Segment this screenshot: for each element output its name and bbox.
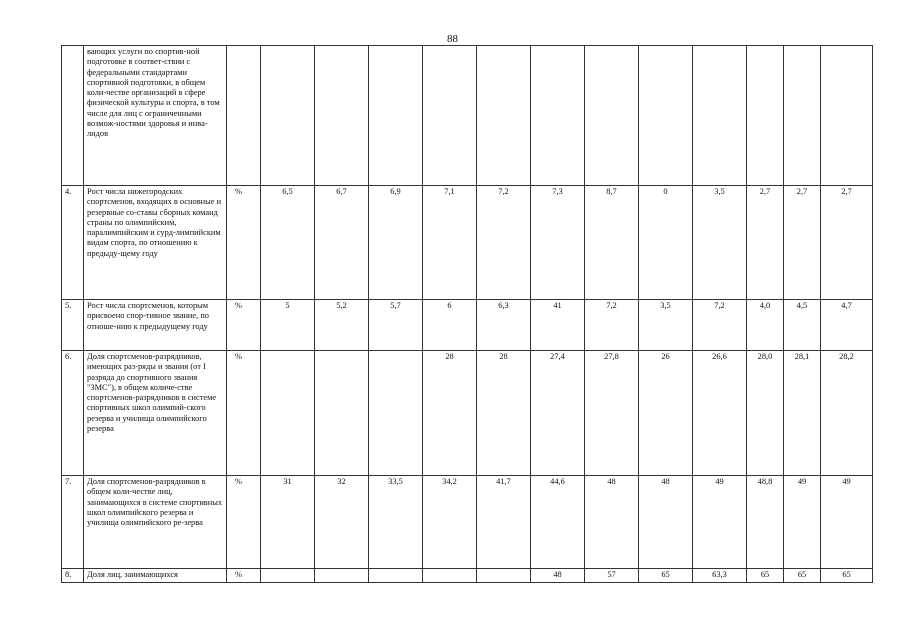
value-cell [747,46,784,186]
row-number-cell: 6. [62,351,84,476]
unit-cell: % [227,186,261,300]
value-cell [369,351,423,476]
value-cell: 5,2 [315,300,369,351]
table-body [62,46,873,583]
value-cell: 28 [423,351,477,476]
value-cell: 0 [639,186,693,300]
value-cell: 65 [821,569,873,583]
value-cell [639,46,693,186]
value-cell: 65 [639,569,693,583]
value-cell [784,46,821,186]
value-cell: 41,7 [477,476,531,569]
value-cell: 65 [747,569,784,583]
value-cell: 32 [315,476,369,569]
indicators-table [61,45,873,583]
indicator-name-cell: Доля лиц, занимающихся [84,569,227,583]
row-number-cell: 5. [62,300,84,351]
value-cell: 2,7 [747,186,784,300]
row-number-cell: 8. [62,569,84,583]
value-cell [315,569,369,583]
indicator-name-cell: Доля спортсменов-разрядников, имеющих раз-ряды и звания (от I разряда до спортивного звания "ЗМС"), в общем количе-стве спортсменов-разрядников в системе спортивных школ олимпий-ского резерва и училища олимпийского резерва [84,351,227,476]
value-cell: 49 [784,476,821,569]
indicator-name-cell: Рост числа спортсменов, которым присвоено спор-тивное звание, по отноше-нию к предыдущему году [84,300,227,351]
value-cell: 6 [423,300,477,351]
value-cell: 28 [477,351,531,476]
value-cell: 7,2 [693,300,747,351]
value-cell: 3,5 [693,186,747,300]
value-cell [369,46,423,186]
indicator-name-cell: вающих услуги по спортив-ной подготовке в соответ-ствии с федеральными стандартами спортивной подготовки, в общем коли-честве организаций в сфере физической культуры и спорта, в том числе для лиц с ограниченными возмож-ностями здоровья и инва-лидов [84,46,227,186]
value-cell: 57 [585,569,639,583]
value-cell: 27,4 [531,351,585,476]
value-cell: 48 [639,476,693,569]
value-cell: 6,5 [261,186,315,300]
value-cell: 3,5 [639,300,693,351]
table-row [62,476,873,569]
value-cell: 2,7 [784,186,821,300]
value-cell [315,351,369,476]
value-cell [693,46,747,186]
row-number-cell: 4. [62,186,84,300]
value-cell [261,46,315,186]
value-cell: 48,8 [747,476,784,569]
value-cell: 41 [531,300,585,351]
value-cell: 27,8 [585,351,639,476]
unit-cell: % [227,351,261,476]
value-cell: 2,7 [821,186,873,300]
value-cell [477,569,531,583]
value-cell [315,46,369,186]
value-cell [531,46,585,186]
value-cell: 28,2 [821,351,873,476]
value-cell [261,569,315,583]
value-cell: 48 [531,569,585,583]
value-cell: 49 [821,476,873,569]
value-cell: 4,5 [784,300,821,351]
value-cell [477,46,531,186]
value-cell: 33,5 [369,476,423,569]
value-cell: 34,2 [423,476,477,569]
value-cell: 6,9 [369,186,423,300]
indicator-name-cell: Рост числа нижегородских спортсменов, входящих в основные и резервные со-ставы сборных команд страны по олимпийским, паралимпийским и сурд-лимпийским видам спорта, по отношению к предыду-щему году [84,186,227,300]
value-cell: 7,1 [423,186,477,300]
value-cell: 7,2 [477,186,531,300]
row-number-cell [62,46,84,186]
table-row [62,46,873,186]
value-cell: 7,3 [531,186,585,300]
value-cell: 5,7 [369,300,423,351]
value-cell [369,569,423,583]
page-number: 88 [447,33,458,45]
value-cell: 26 [639,351,693,476]
value-cell: 4,7 [821,300,873,351]
value-cell: 5 [261,300,315,351]
unit-cell: % [227,569,261,583]
value-cell [821,46,873,186]
value-cell: 6,7 [315,186,369,300]
unit-cell [227,46,261,186]
value-cell: 44,6 [531,476,585,569]
row-number-cell: 7. [62,476,84,569]
value-cell: 7,2 [585,300,639,351]
value-cell: 48 [585,476,639,569]
value-cell: 63,3 [693,569,747,583]
value-cell [585,46,639,186]
value-cell [261,351,315,476]
unit-cell: % [227,476,261,569]
value-cell: 26,6 [693,351,747,476]
value-cell [423,46,477,186]
value-cell: 4,0 [747,300,784,351]
value-cell: 28,0 [747,351,784,476]
value-cell [423,569,477,583]
table-row [62,351,873,476]
value-cell: 31 [261,476,315,569]
value-cell: 65 [784,569,821,583]
value-cell: 6,3 [477,300,531,351]
table-row [62,300,873,351]
value-cell: 49 [693,476,747,569]
table-row [62,186,873,300]
unit-cell: % [227,300,261,351]
value-cell: 8,7 [585,186,639,300]
table-row [62,569,873,583]
indicator-name-cell: Доля спортсменов-разрядников в общем коли-честве лиц, занимающихся в системе спортивных школ олимпийского резерва и училища олимпийского ре-зерва [84,476,227,569]
value-cell: 28,1 [784,351,821,476]
